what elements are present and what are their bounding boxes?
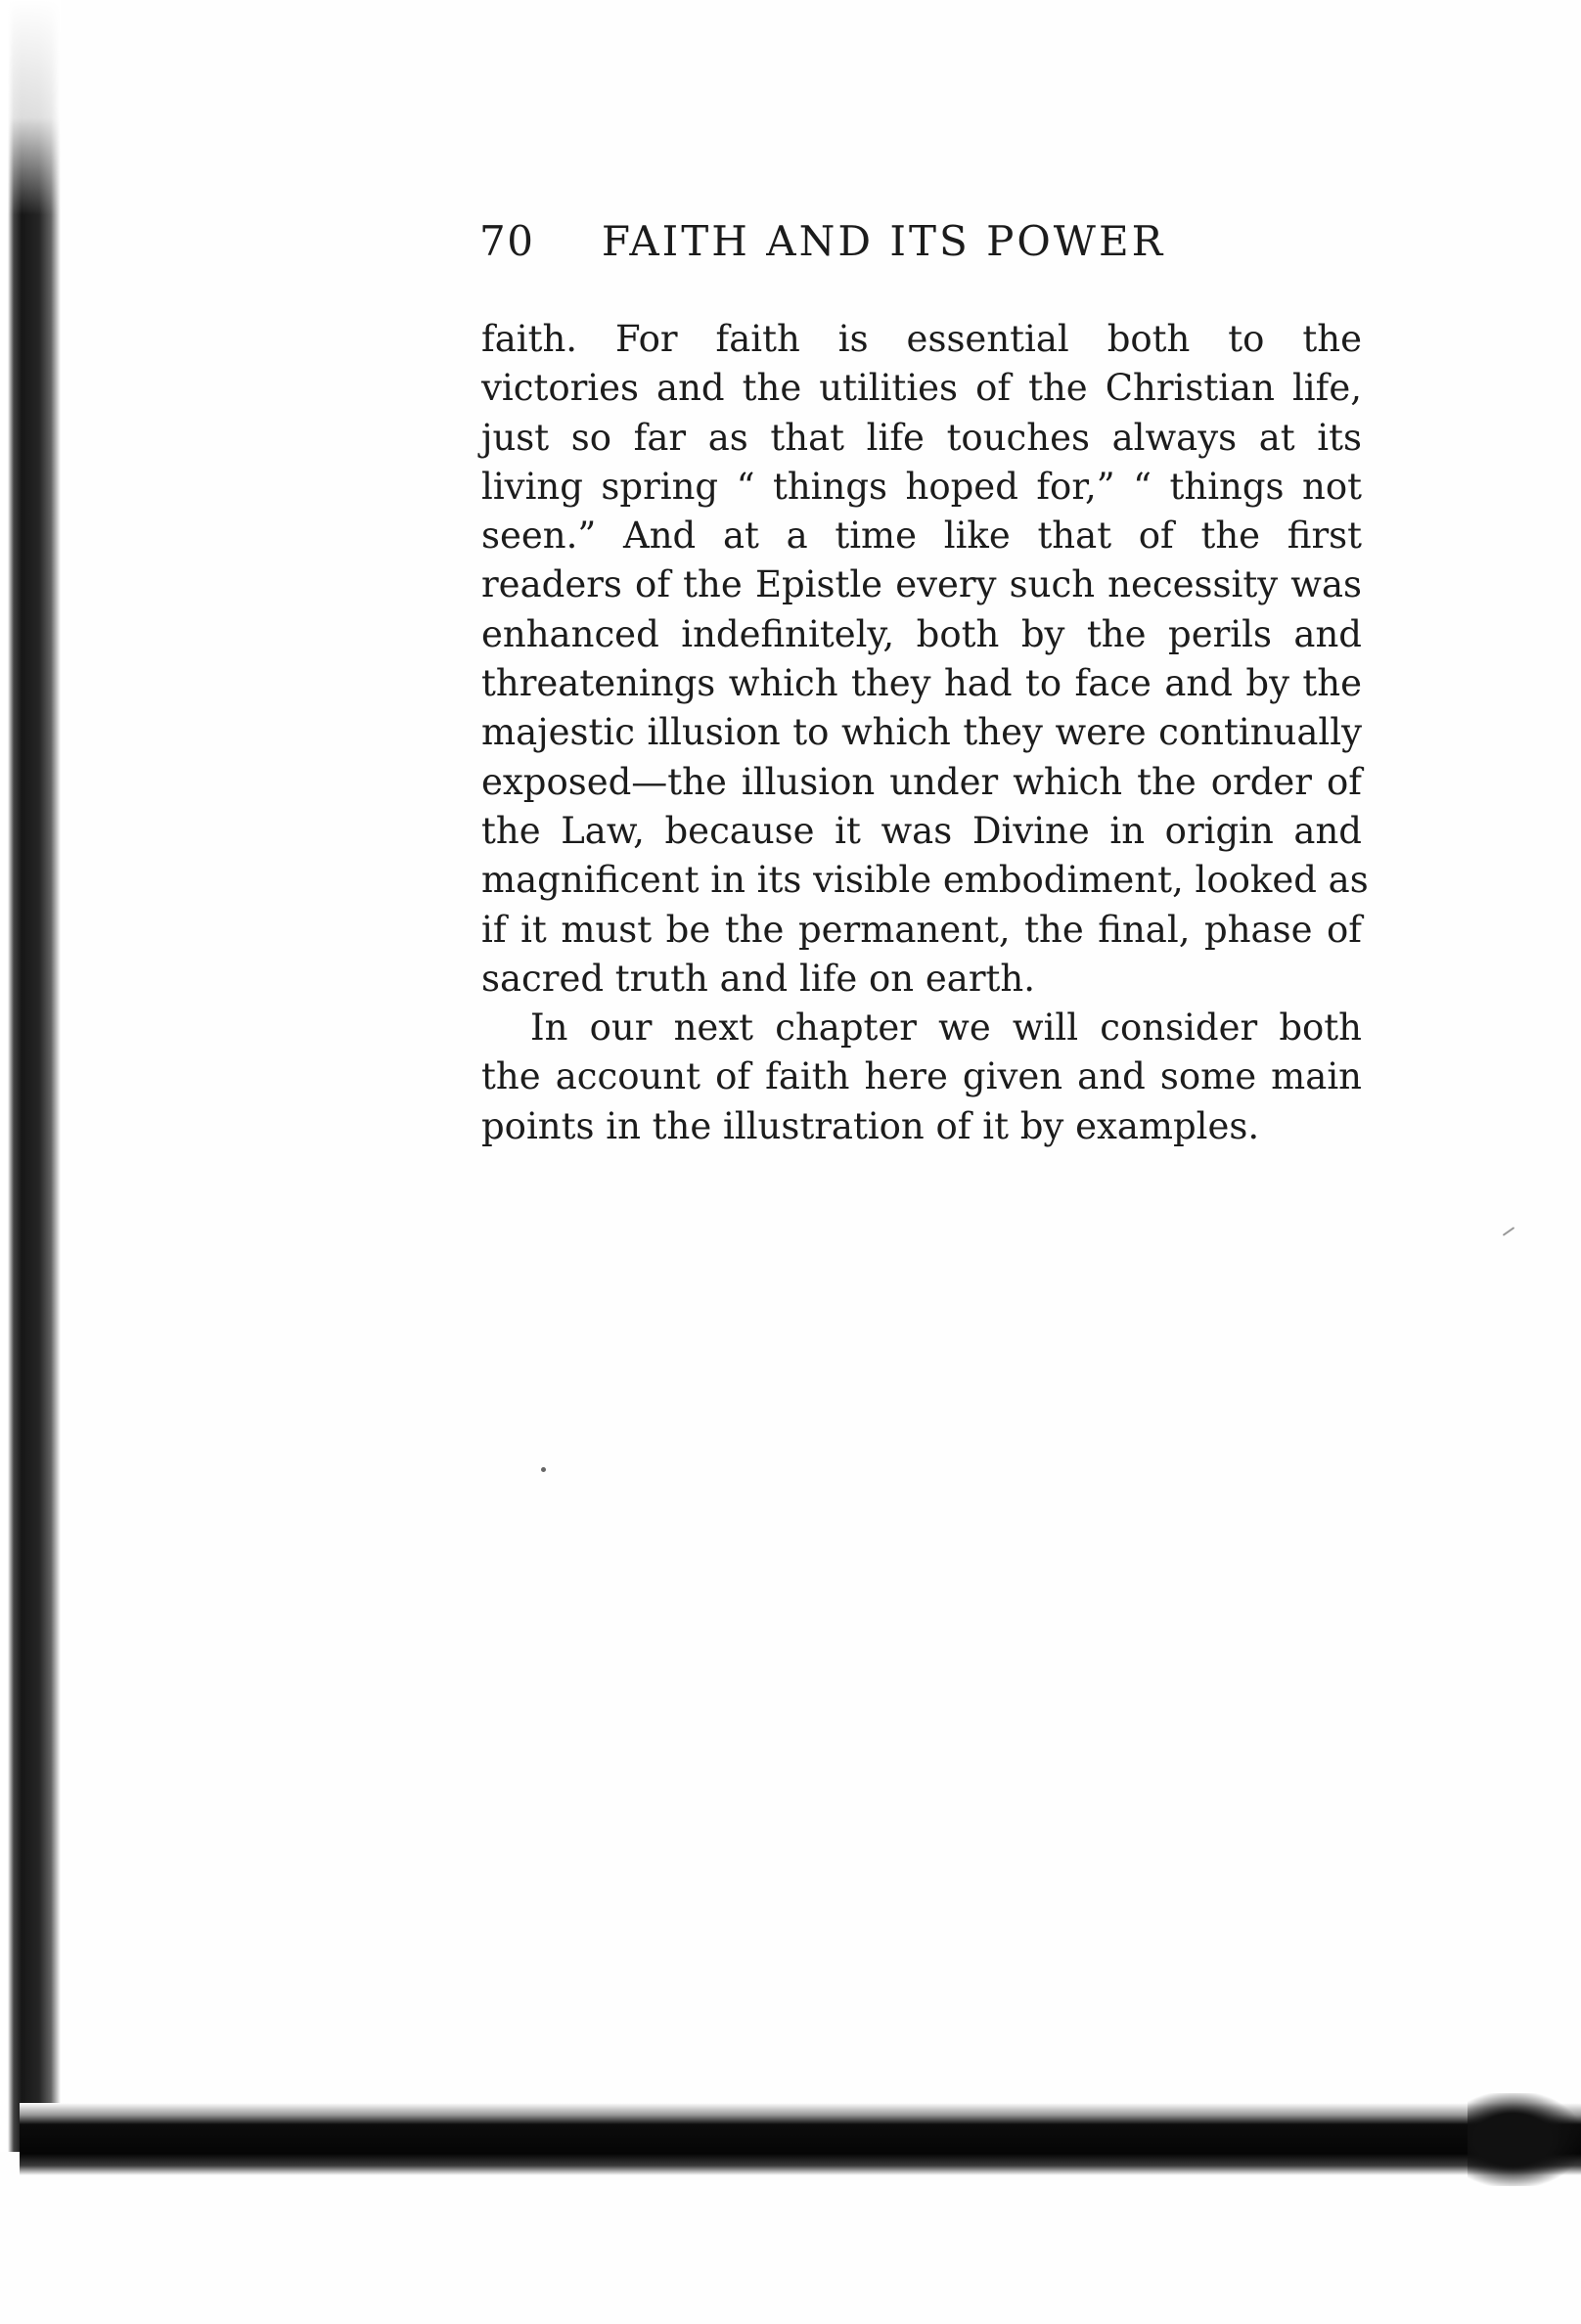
- binding-shadow-fade: [0, 0, 61, 215]
- paragraph: [481, 315, 1369, 1004]
- text-line: faith. For faith is essential both to the: [481, 318, 1362, 360]
- text-line: the account of faith here given and some main: [481, 1055, 1362, 1098]
- scan-speck: [541, 1467, 546, 1472]
- scan-speck: [1503, 1227, 1515, 1236]
- text-line: if it must be the permanent, the final, phase of: [481, 908, 1362, 951]
- text-line: the Law, because it was Divine in origin and: [481, 809, 1362, 852]
- text-line: enhanced indefinitely, both by the perils and: [481, 612, 1362, 655]
- body-text: [481, 315, 1369, 1151]
- text-line: points in the illustration of it by examples.: [481, 1104, 1260, 1147]
- text-line: victories and the utilities of the Christian life,: [481, 367, 1362, 410]
- page-number: 70: [479, 217, 535, 265]
- running-title: FAITH AND ITS POWER: [601, 217, 1166, 265]
- bottom-scan-shadow: [20, 2103, 1581, 2175]
- text-line: living spring “ things hoped for,” “ things not: [481, 465, 1362, 508]
- text-line: readers of the Epistle every such necessity was: [481, 563, 1362, 606]
- bottom-scan-shadow-corner: [1468, 2093, 1581, 2186]
- paragraph: [481, 1004, 1362, 1151]
- text-line: magnificent in its visible embodiment, looked as: [481, 859, 1369, 902]
- text-line: exposed—the illusion under which the order of: [481, 760, 1362, 803]
- text-line: majestic illusion to which they were continually: [481, 711, 1362, 754]
- text-line: threatenings which they had to face and by the: [481, 662, 1362, 705]
- text-line: sacred truth and life on earth.: [481, 957, 1035, 1000]
- running-header: [479, 217, 1223, 276]
- text-line: just so far as that life touches always at its: [481, 416, 1362, 459]
- text-line: In our next chapter we will consider both: [530, 1006, 1362, 1050]
- binding-shadow: [0, 0, 61, 2152]
- text-line: seen.” And at a time like that of the first: [481, 514, 1362, 558]
